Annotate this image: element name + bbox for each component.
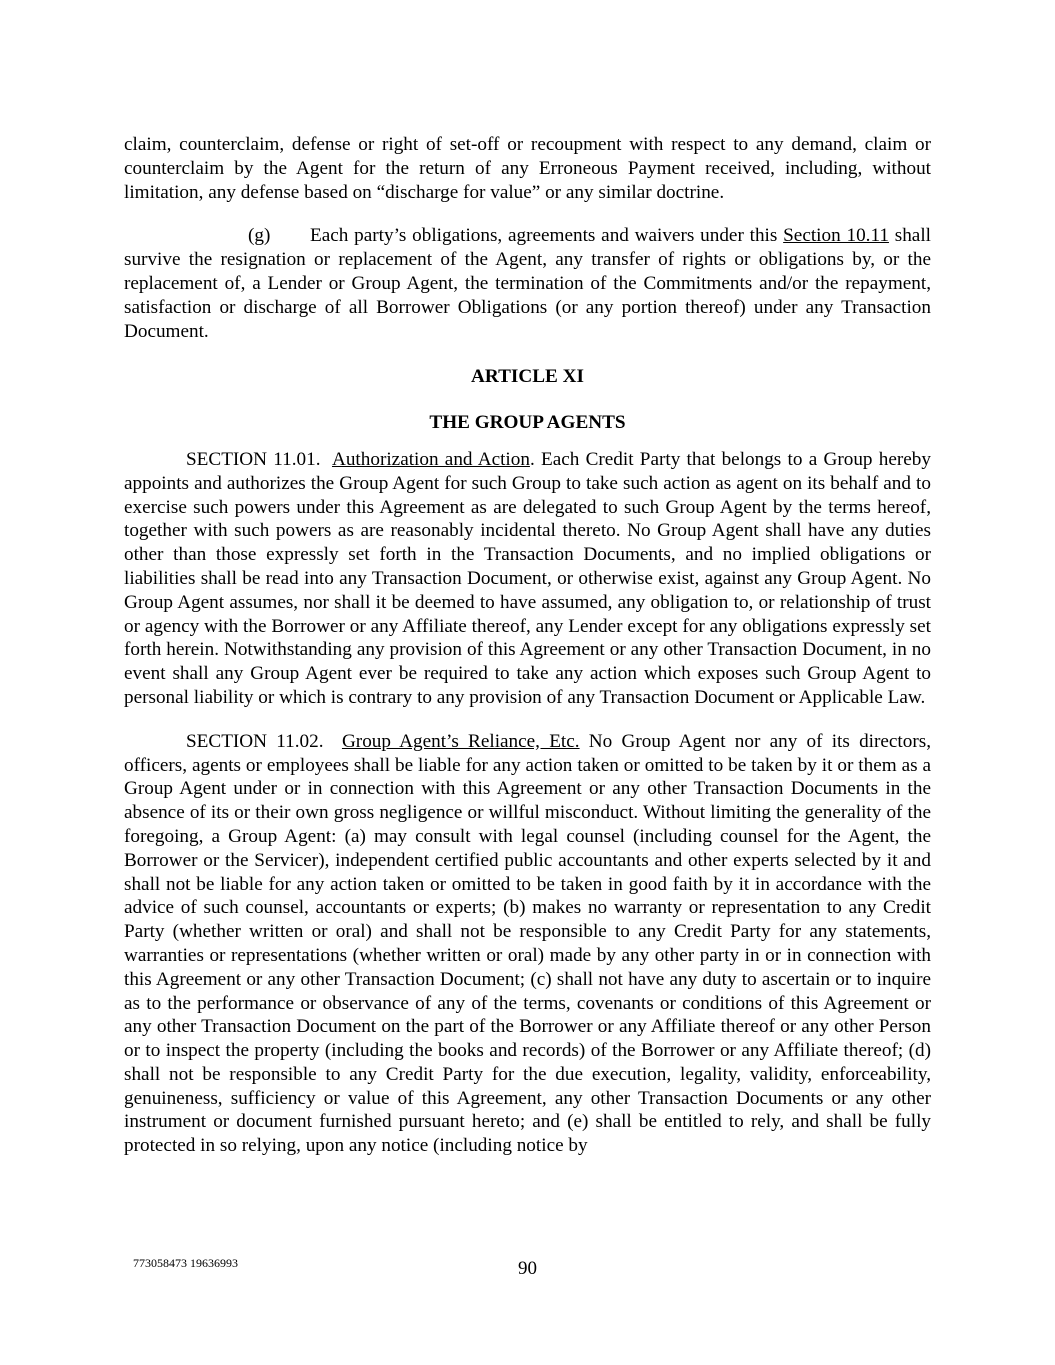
continuation-paragraph: claim, counterclaim, defense or right of set-off or recoupment with respect to any demand, claim or counterclaim by the Agent for the return of any Erroneous Payment received, including, without limitation, any defense based on “discharge for value” or any similar doctrine. — [124, 134, 931, 203]
section-11-01-heading: Authorization and Action — [331, 448, 530, 470]
page-number: 90 — [518, 1258, 537, 1279]
section-11-01-body: . Each Credit Party that belongs to a Group hereby appoints and authorizes the Group Agent for such Group to take such action as agent on its behalf and to exercise such powers under this Agreement as are delegated to such Group Agent by the terms hereof, together with such powers as are reasonably incidental thereto. No Group Agent shall have any duties other than those expressly set forth in the Transaction Documents, and no implied obligations or liabilities shall be read into any Transaction Document, or otherwise exist, against any Group Agent. No Group Agent assumes, nor shall it be deemed to have assumed, any obligation to, or relationship of trust or agency with the Borrower or any Affiliate thereof, any Lender except for any obligations expressly set forth herein. Notwithstanding any provision of this Agreement or any other Transaction Document, in no event shall any Group Agent ever be required to take any action which exposes such Group Agent to personal liability or which is contrary to any provision of any Transaction Document or Applicable Law. — [124, 448, 931, 708]
article-number: ARTICLE XI — [471, 366, 584, 388]
clause-g-text-after: shall survive the resignation or replacement of the Agent, any transfer of rights or obligations by, or the replacement of, a Lender or Group Agent, the termination of the Commitments and/or the repayment, satisfaction or discharge of all Borrower Obligations (or any portion thereof) under any Transaction Document. — [124, 225, 931, 342]
section-11-01-paragraph — [124, 448, 931, 710]
section-11-02-body: No Group Agent nor any of its directors, officers, agents or employees shall be liable for any action taken or omitted to be taken by it or them as a Group Agent under or in connection with this Agreement or any other Transaction Documents in the absence of its or their own gross negligence or willful misconduct. Without limiting the generality of the foregoing, a Group Agent: (a) may consult with legal counsel (including counsel for the Agent, the Borrower or the Servicer), independent certified public accountants and other experts selected by it and shall not be liable for any action taken or omitted to be taken in good faith by it in accordance with the advice of such counsel, accountants or experts; (b) makes no warranty or representation to any Credit Party (whether written or oral) and shall not be responsible to any Credit Party for any statements, warranties or representations (whether written or oral) made by any other party in or in connection with this Agreement or any other Transaction Document; (c) shall not have any duty to ascertain or to inquire as to the performance or observance of any of the terms, covenants or conditions of this Agreement or any other Transaction Document on the part of the Borrower or any Affiliate thereof or any other Person or to inspect the property (including the books and records) of the Borrower or any Affiliate thereof; (d) shall not be responsible to any Credit Party for the due execution, legality, validity, enforceability, genuineness, sufficiency or value of this Agreement, any other Transaction Documents or any other instrument or document furnished pursuant hereto; and (e) shall be entitled to rely, and shall be fully protected in so relying, upon any notice (including notice by — [124, 730, 932, 1157]
clause-g-label: (g) — [248, 225, 271, 247]
article-title: THE GROUP AGENTS — [429, 412, 626, 434]
footer-document-id: 773058473 19636993 — [133, 1256, 238, 1270]
document-page — [124, 133, 931, 1158]
clause-g-text-before: Each party’s obligations, agreements and waivers under this — [310, 225, 784, 247]
section-11-02-paragraph — [124, 730, 931, 1158]
section-11-02-number: SECTION 11.02. — [186, 730, 324, 752]
clause-g-paragraph — [124, 224, 931, 343]
section-11-01-number: SECTION 11.01. — [186, 448, 321, 470]
section-10-11-reference: Section 10.11 — [783, 225, 889, 247]
section-11-02-heading: Group Agent’s Reliance, Etc. — [341, 730, 580, 752]
